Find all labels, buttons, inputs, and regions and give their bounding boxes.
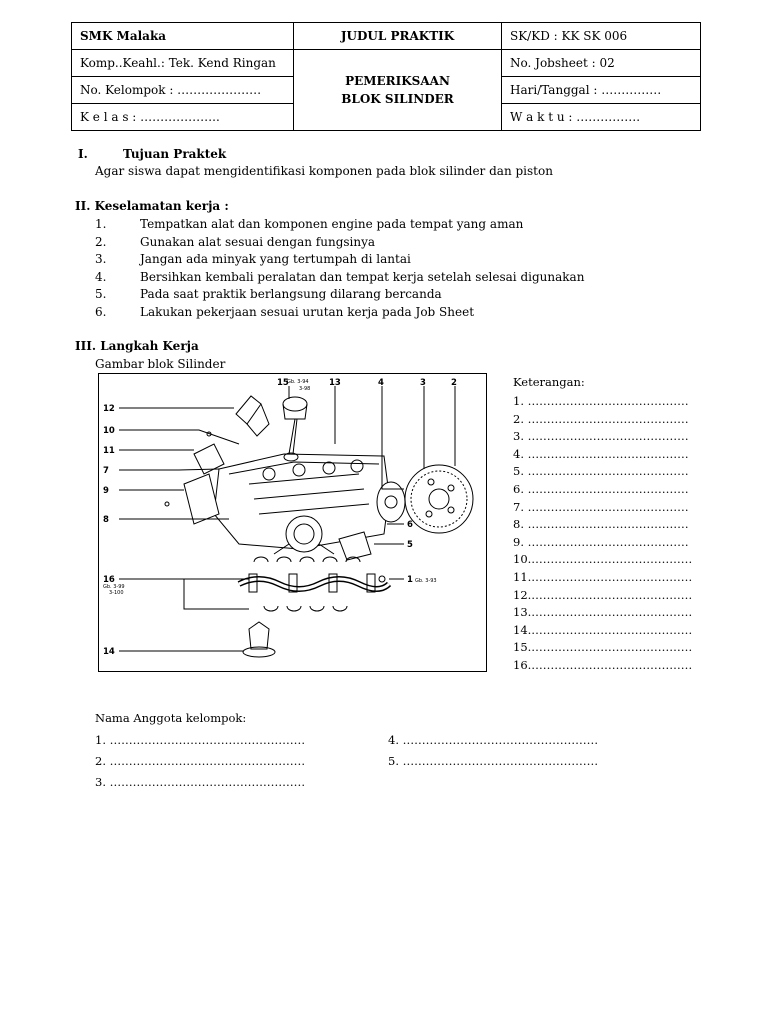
label-16: 16 — [103, 575, 115, 585]
label-13: 13 — [329, 378, 341, 388]
safety-item-text: Jangan ada minyak yang tertumpah di lantai — [140, 252, 411, 266]
tanggal-field: Hari/Tanggal : …………… — [502, 77, 701, 104]
label-10: 10 — [103, 426, 115, 436]
label-3: 3 — [420, 378, 426, 388]
label-14: 14 — [103, 647, 115, 657]
label-9: 9 — [103, 486, 109, 496]
kelompok-field: No. Kelompok : ………………… — [72, 77, 294, 104]
safety-item-number: 2. — [95, 234, 107, 249]
engine-block-diagram — [98, 373, 487, 672]
anggota-line: 2. …………………………………………… — [95, 754, 306, 768]
exploded-view-drawing — [99, 374, 486, 671]
keterangan-line: 7. …………………………………… — [513, 499, 689, 514]
safety-item-number: 1. — [95, 217, 107, 231]
keterangan-line: 10.…………………………………… — [513, 552, 693, 567]
label-5: 5 — [407, 540, 413, 550]
anggota-line: 1. …………………………………………… — [95, 733, 306, 747]
anggota-line: 5. …………………………………………… — [388, 754, 599, 768]
label-3-98: 3-98 — [299, 386, 311, 392]
jobsheet-field: No. Jobsheet : 02 — [502, 50, 701, 77]
label-gb-3-93: Gb. 3-93 — [415, 578, 437, 584]
safety-item-text: Gunakan alat sesuai dengan fungsinya — [140, 234, 376, 249]
keterangan-line: 5. …………………………………… — [513, 464, 689, 479]
keterangan-line: 14.…………………………………… — [513, 622, 693, 637]
label-6: 6 — [407, 520, 413, 530]
keterangan-heading: Keterangan: — [513, 375, 585, 389]
keterangan-line: 16.…………………………………… — [513, 658, 693, 672]
header-table — [71, 22, 701, 131]
keterangan-line: 2. …………………………………… — [513, 411, 689, 426]
title-line-2: BLOK SILINDER — [341, 92, 454, 106]
label-gb-3-94: Gb. 3-94 — [287, 379, 309, 385]
section-3-heading: III. Langkah Kerja — [75, 339, 199, 353]
keterangan-line: 6. …………………………………… — [513, 482, 689, 496]
skkd-field: SK/KD : KK SK 006 — [502, 23, 701, 50]
kompetensi-field: Komp..Keahl.: Tek. Kend Ringan — [72, 50, 294, 77]
keterangan-line: 11.…………………………………… — [513, 570, 693, 584]
safety-item-number: 6. — [95, 304, 107, 319]
kelas-field: K e l a s : ……………….. — [72, 104, 294, 131]
anggota-line: 3. …………………………………………… — [95, 775, 306, 789]
keterangan-line: 12.…………………………………… — [513, 587, 693, 602]
safety-item-text: Bersihkan kembali peralatan dan tempat kerja setelah selesai digunakan — [140, 269, 585, 284]
label-4: 4 — [378, 378, 384, 388]
anggota-line: 4. …………………………………………… — [388, 733, 599, 747]
practice-title — [294, 50, 502, 131]
judul-label: JUDUL PRAKTIK — [294, 23, 502, 50]
label-gb-3-99: Gb. 3-99 — [103, 584, 125, 590]
safety-item-number: 5. — [95, 287, 107, 301]
label-3-100: 3-100 — [109, 590, 124, 596]
keterangan-line: 3. …………………………………… — [513, 429, 689, 444]
safety-item-number: 3. — [95, 252, 107, 266]
keterangan-line: 4. …………………………………… — [513, 446, 689, 461]
keterangan-line: 15.…………………………………… — [513, 640, 693, 655]
label-8: 8 — [103, 515, 109, 525]
label-11: 11 — [103, 446, 115, 456]
school-name: SMK Malaka — [72, 23, 294, 50]
keterangan-line: 9. …………………………………… — [513, 534, 689, 549]
label-12: 12 — [103, 404, 115, 414]
section-2-heading: II. Keselamatan kerja : — [75, 199, 229, 213]
keterangan-line: 8. …………………………………… — [513, 517, 689, 532]
anggota-heading: Nama Anggota kelompok: — [95, 711, 247, 725]
label-7: 7 — [103, 466, 109, 476]
figure-caption: Gambar blok Silinder — [95, 357, 226, 371]
section-1-heading: Tujuan Praktek — [123, 147, 227, 161]
title-line-1: PEMERIKSAAN — [345, 74, 450, 88]
safety-item-number: 4. — [95, 269, 107, 284]
keterangan-line: 1. …………………………………… — [513, 394, 689, 408]
section-1-number: I. — [78, 147, 88, 161]
safety-item-text: Lakukan pekerjaan sesuai urutan kerja pada Job Sheet — [140, 304, 475, 319]
waktu-field: W a k t u : ……………. — [502, 104, 701, 131]
tujuan-text: Agar siswa dapat mengidentifikasi komponen pada blok silinder dan piston — [95, 164, 553, 178]
keterangan-line: 13.…………………………………… — [513, 605, 693, 620]
safety-item-text: Pada saat praktik berlangsung dilarang bercanda — [140, 287, 442, 301]
safety-item-text: Tempatkan alat dan komponen engine pada tempat yang aman — [140, 217, 524, 231]
label-15: 15 — [277, 378, 289, 388]
label-2: 2 — [451, 378, 457, 388]
label-1: 1 — [407, 575, 413, 585]
